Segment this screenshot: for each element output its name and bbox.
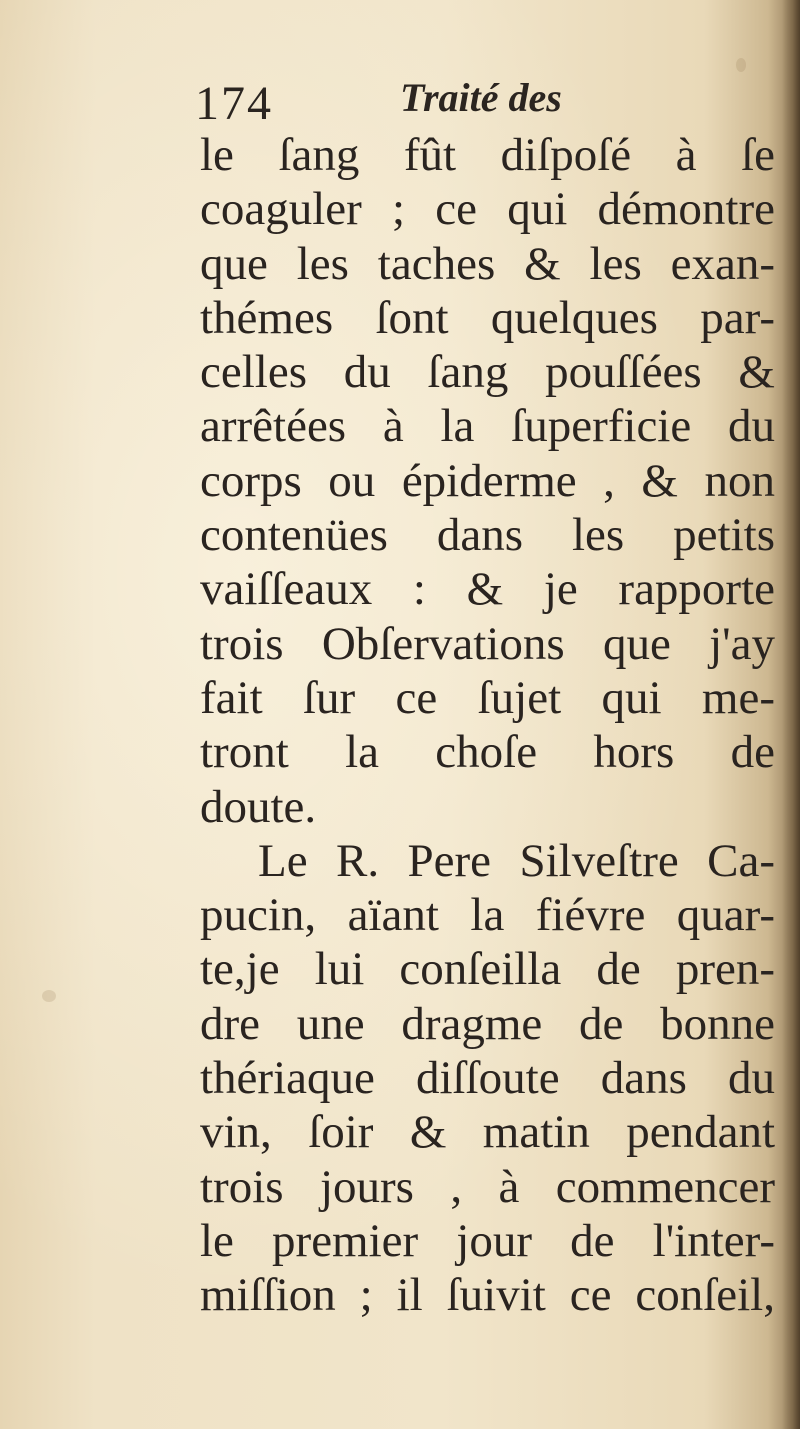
text-line: tront la choſe hors de <box>200 726 775 779</box>
paper-stain <box>42 990 56 1002</box>
text-line: contenües dans les petits <box>200 509 775 562</box>
text-line: dre une dragme de bonne <box>200 997 775 1050</box>
text-line: vaiſſeaux : & je rapporte <box>200 563 775 616</box>
text-line: vin, ſoir & matin pendant <box>200 1106 775 1159</box>
text-line: le premier jour de l'inter- <box>200 1214 775 1267</box>
text-line: pucin, aïant la fiévre quar- <box>200 889 775 942</box>
text-line: te,je lui conſeilla de pren- <box>200 943 775 996</box>
text-line: coaguler ; ce qui démontre <box>200 183 775 236</box>
text-line: Le R. Pere Silveſtre Ca- <box>258 834 775 887</box>
text-line: que les taches & les exan- <box>200 237 775 290</box>
text-line: trois jours , à commencer <box>200 1160 775 1213</box>
page-number: 174 <box>195 77 273 130</box>
text-line: thériaque diſſoute dans du <box>200 1052 775 1105</box>
page-gutter-shadow <box>782 0 800 1429</box>
text-line: le ſang fût diſpoſé à ſe <box>200 129 775 181</box>
text-line: trois Obſervations que j'ay <box>200 617 775 670</box>
text-line: doute. <box>200 780 317 833</box>
text-line: celles du ſang pouſſées & <box>200 346 775 399</box>
text-line: thémes ſont quelques par- <box>200 291 775 344</box>
text-line: corps ou épiderme , & non <box>200 454 775 507</box>
body-text <box>200 128 775 1323</box>
text-line: miſſion ; il ſuivit ce conſeil, <box>200 1269 775 1322</box>
text-line: fait ſur ce ſujet qui me- <box>200 671 775 724</box>
running-head: Traité des <box>400 75 562 120</box>
page-header <box>195 70 755 130</box>
text-line: arrêtées à la ſuperficie du <box>200 400 775 453</box>
